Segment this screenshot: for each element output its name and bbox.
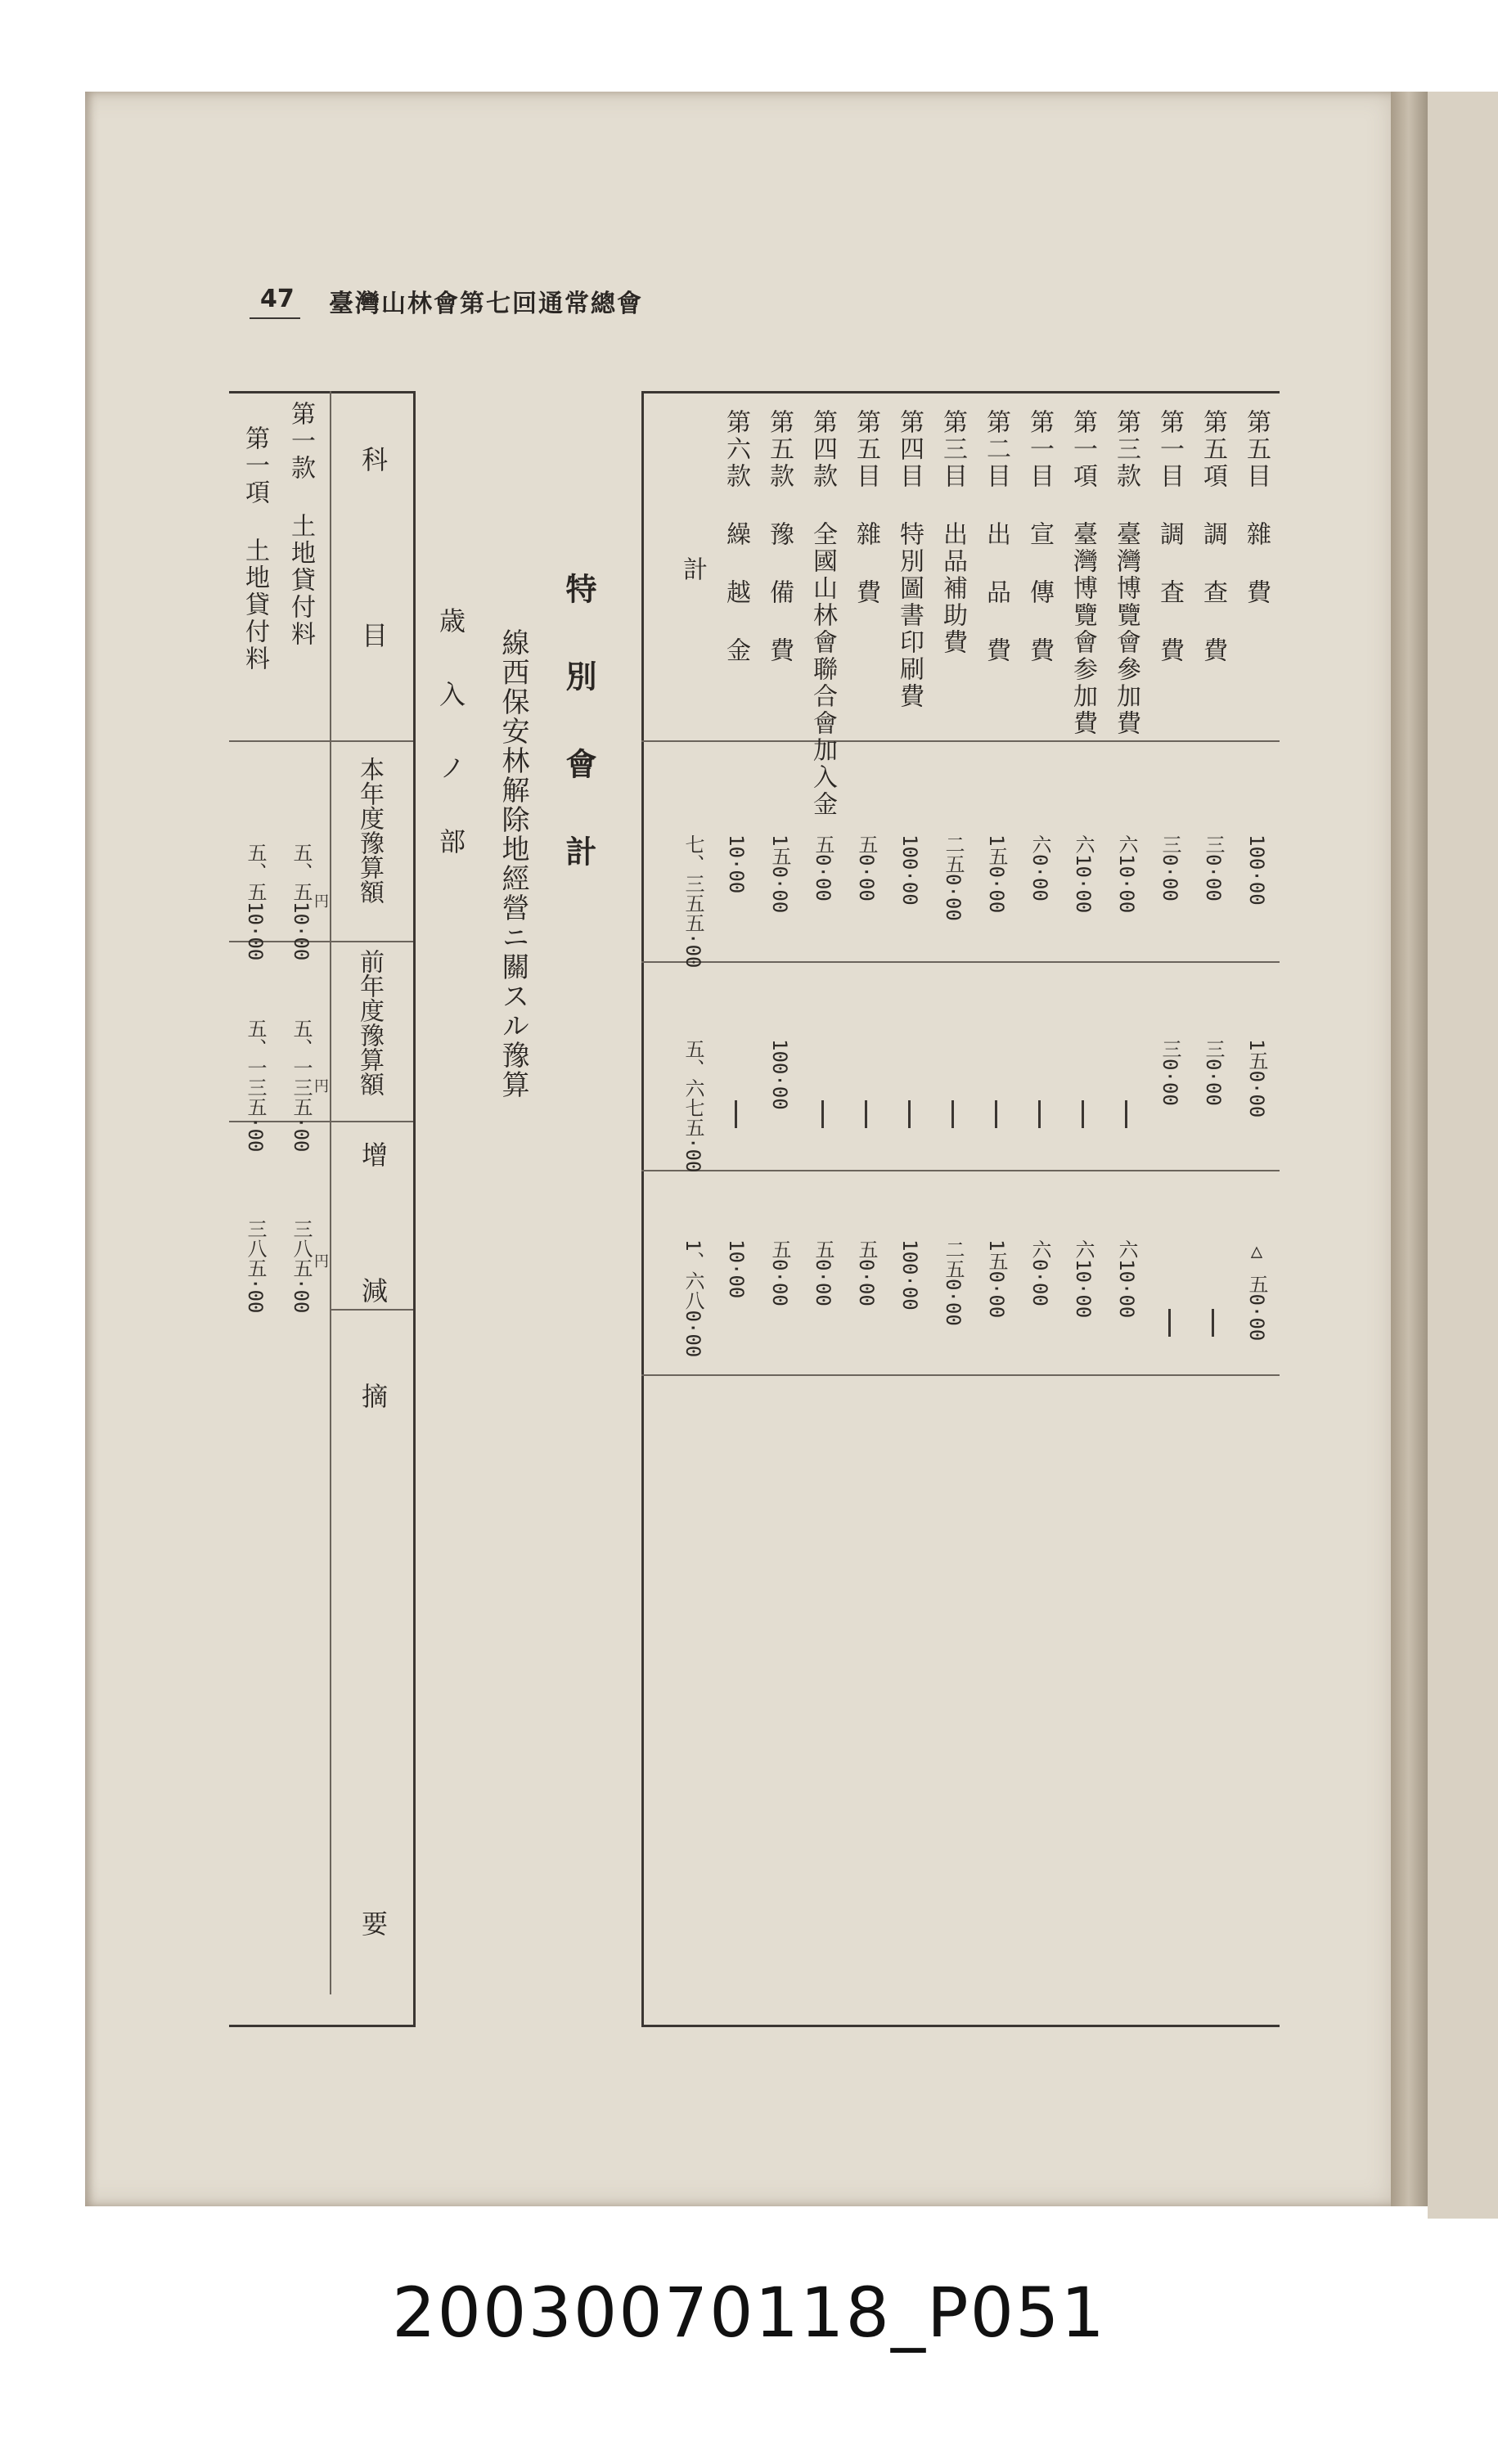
upper-row-10-current: 五0·00: [855, 834, 878, 902]
upper-row-8-label: 第三目 出品補助費: [938, 409, 967, 656]
lower-table-bottom-rule: [229, 2025, 413, 2027]
upper-row-7-diff: 1五0·00: [985, 1239, 1008, 1319]
upper-row-14-current: 七、三五五·00: [682, 834, 704, 969]
lower-table-top-rule: [229, 391, 413, 393]
special-account-title: 特 別 會 計: [560, 573, 597, 876]
lower-row-2-previous: 五、一三五·00: [244, 1018, 267, 1153]
header-diff: 增 減: [358, 1141, 389, 1342]
adjacent-page-edge: [1428, 92, 1498, 2219]
upper-row-1-label: 第五目 雜 費: [1242, 409, 1271, 606]
upper-row-12-label: 第五款 豫 備 費: [765, 409, 794, 664]
upper-row-5-label: 第一項 臺灣博覽會参加費: [1068, 409, 1097, 737]
upper-row-5-current: 六10·00: [1072, 834, 1095, 914]
image-caption: 20030070118_P051: [392, 2273, 1106, 2353]
upper-table-bottom-rule: [641, 2025, 1280, 2027]
upper-row-1-current: 100·00: [1245, 834, 1268, 906]
upper-previous-boundary: [641, 1170, 1280, 1171]
upper-row-3-current: 三0·00: [1158, 834, 1181, 902]
upper-row-3-previous: 三0·00: [1158, 1039, 1181, 1106]
upper-row-8-previous-blank: [951, 1100, 954, 1128]
upper-row-8-diff: 二五0·00: [942, 1239, 965, 1326]
header-item-left: 科: [358, 446, 389, 472]
upper-row-12-current: 1五0·00: [768, 834, 791, 914]
lower-row-2-diff: 三八五·00: [244, 1219, 267, 1314]
upper-row-12-diff: 五0·00: [768, 1239, 791, 1306]
upper-row-9-label: 第四目 特別圖書印刷費: [895, 409, 924, 710]
upper-row-6-diff: 六0·00: [1028, 1239, 1051, 1306]
upper-table-left-rule: [641, 391, 644, 2027]
upper-table-top-rule: [641, 391, 1280, 393]
header-item-right: 目: [358, 622, 389, 648]
header-note-right: 要: [358, 1910, 389, 1936]
lower-unit-current: 円: [312, 893, 329, 908]
page-number: 47: [260, 285, 295, 313]
upper-row-2-previous: 三0·00: [1202, 1039, 1225, 1106]
revenue-section-title: 歳 入 ノ 部: [435, 607, 466, 862]
upper-label-boundary: [641, 740, 1280, 742]
upper-row-6-previous-blank: [1038, 1100, 1041, 1128]
upper-row-3-diff-blank: [1168, 1309, 1171, 1337]
lower-row-1-diff: 三八五·00: [290, 1219, 313, 1314]
upper-row-1-previous: 1五0·00: [1245, 1039, 1268, 1118]
upper-row-11-current: 五0·00: [812, 834, 834, 902]
upper-row-4-label: 第三款 臺灣博覽會參加費: [1112, 409, 1140, 737]
lower-header-divider: [330, 391, 331, 1994]
upper-row-8-current: 二五0·00: [942, 834, 965, 921]
special-account-subtitle: 線西保安林解除地經營ニ關スル豫算: [497, 628, 529, 1099]
upper-row-5-diff: 六10·00: [1072, 1239, 1095, 1319]
upper-row-1-diff: △ 五0·00: [1245, 1239, 1268, 1342]
lower-row-2-label: 第一項 土地貸付料: [241, 425, 269, 672]
upper-row-11-diff: 五0·00: [812, 1239, 834, 1306]
upper-row-4-diff: 六10·00: [1115, 1239, 1138, 1319]
upper-row-2-diff-blank: [1212, 1309, 1214, 1337]
upper-row-12-previous: 100·00: [768, 1039, 791, 1110]
upper-row-10-previous-blank: [865, 1100, 867, 1128]
upper-row-6-current: 六0·00: [1028, 834, 1051, 902]
upper-row-4-current: 六10·00: [1115, 834, 1138, 914]
lower-row-1-current: 五、五10·00: [290, 843, 313, 961]
upper-row-6-label: 第一目 宣 傳 費: [1025, 409, 1054, 664]
lower-row-1-label: 第一款 土地貸付料: [286, 401, 315, 648]
header-current: 本年度豫算額: [355, 757, 384, 904]
header-previous: 前年度豫算額: [355, 949, 384, 1096]
lower-label-boundary: [229, 740, 413, 742]
lower-row-1-previous: 五、一三五·00: [290, 1018, 313, 1153]
upper-row-14-diff: 1、六八0·00: [682, 1239, 704, 1358]
page-number-underline: [250, 317, 300, 319]
upper-row-9-previous-blank: [908, 1100, 911, 1128]
upper-row-7-label: 第二目 出 品 費: [982, 409, 1010, 664]
header-note-left: 摘: [358, 1383, 389, 1409]
upper-diff-boundary: [641, 1374, 1280, 1376]
lower-unit-previous: 円: [312, 1078, 329, 1093]
upper-row-4-previous-blank: [1125, 1100, 1127, 1128]
upper-row-9-current: 100·00: [898, 834, 921, 906]
upper-row-14-label: 計: [678, 556, 707, 583]
upper-row-9-diff: 100·00: [898, 1239, 921, 1311]
lower-row-2-current: 五、五10·00: [244, 843, 267, 961]
upper-row-13-current: 10·00: [725, 834, 748, 894]
running-title: 臺灣山林會第七回通常總會: [329, 290, 643, 318]
upper-row-10-diff: 五0·00: [855, 1239, 878, 1306]
upper-row-3-label: 第一目 調 査 費: [1155, 409, 1184, 664]
upper-row-13-label: 第六款 繰 越 金: [722, 409, 750, 664]
upper-row-2-current: 三0·00: [1202, 834, 1225, 902]
upper-row-2-label: 第五項 調 查 費: [1199, 409, 1227, 664]
upper-row-7-previous-blank: [995, 1100, 997, 1128]
lower-unit-diff: 円: [312, 1253, 329, 1268]
upper-row-10-label: 第五目 雜 費: [852, 409, 880, 606]
upper-row-7-current: 1五0·00: [985, 834, 1008, 914]
upper-row-11-label: 第四款 全國山林會聯合會加入金: [808, 409, 837, 818]
upper-row-13-previous-blank: [735, 1100, 737, 1128]
upper-current-boundary: [641, 961, 1280, 963]
upper-row-11-previous-blank: [821, 1100, 824, 1128]
upper-row-13-diff: 10·00: [725, 1239, 748, 1299]
lower-table-right-rule: [413, 391, 416, 2027]
upper-row-14-previous: 五、六七五·00: [682, 1039, 704, 1173]
upper-row-5-previous-blank: [1082, 1100, 1084, 1128]
